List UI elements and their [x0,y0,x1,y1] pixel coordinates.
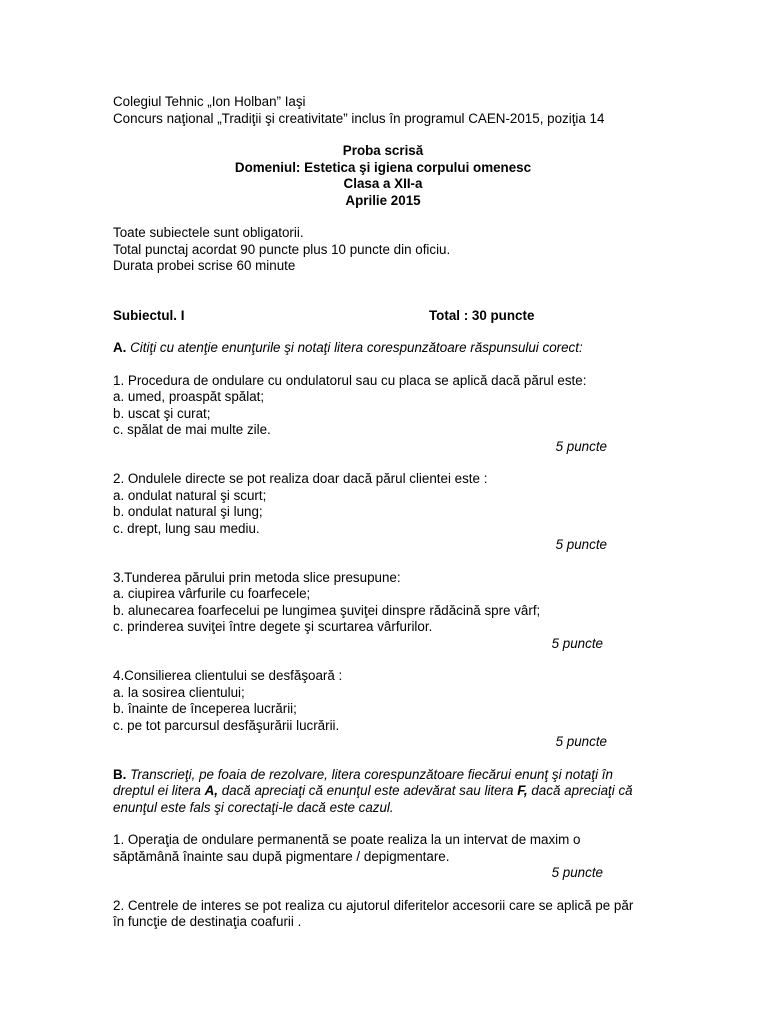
question-option: c. drept, lung sau mediu. [113,520,260,536]
exam-title: Proba scrisă [342,143,424,158]
section-b-text: dacă apreciaţi că [527,783,633,798]
exam-grade: Clasa a XII-a [343,176,423,191]
question-option: a. umed, proaspăt spălat; [113,389,265,404]
statement-text: în funcţie de destinaţia coafurii . [113,914,302,929]
section-a-text: Citiţi cu atenţie enunţurile şi notaţi litera corespunzătoare răspunsului corect: [130,340,583,355]
section-b-instruction-line: enunţul este fals şi corectaţi-le dacă este cazul. [113,799,394,815]
statement-text: 2. Centrele de interes se pot realiza cu ajutorul diferitelor accesorii care se aplică pe păr [113,897,634,913]
question-option: b. uscat şi curat; [113,405,211,421]
true-letter: A, [204,783,218,798]
section-a-letter: A. [113,340,127,355]
instruction-line: Durata probei scrise 60 minute [113,258,296,273]
false-letter: F, [517,783,528,798]
section-b-text: Transcrieţi, pe foaia de rezolvare, litera corespunzătoare fiecărui enunţ şi notaţi în [130,766,613,782]
instruction-line: Toate subiectele sunt obligatorii. [113,225,304,240]
exam-domain: Domeniul: Estetica şi igiena corpului omenesc [234,159,532,175]
subject-total: Total : 30 puncte [429,307,535,323]
question-option: b. ondulat natural şi lung; [113,504,263,519]
question-option: a. ciupirea vârfurile cu foarfecele; [113,586,311,601]
question-points: 5 puncte [555,438,607,454]
question-text: 2. Ondulele directe se pot realiza doar dacă părul clientei este : [113,471,488,486]
question-points: 5 puncte [551,635,603,651]
section-b-instruction-line [113,767,653,784]
question-option: c. spălat de mai multe zile. [113,422,271,437]
exam-page [113,94,653,931]
instruction-line: Total punctaj acordat 90 puncte plus 10 puncte din oficiu. [113,241,451,257]
contest-name: Concurs naţional „Tradiţii şi creativitate” inclus în programul CAEN-2015, poziţia 14 [113,110,605,126]
question-option: c. prinderea suviţei între degete şi scurtarea vârfurilor. [113,619,433,634]
subject-heading [113,308,653,325]
subject-label: Subiectul. I [113,307,185,323]
question-option: b. înainte de începerea lucrării; [113,701,297,716]
statement-points: 5 puncte [551,865,603,880]
question-option: a. ondulat natural şi scurt; [113,487,267,503]
section-b-letter: B. [113,766,127,782]
question-option: b. alunecarea foarfecelui pe lungimea şuviţei dinspre rădăcină spre vârf; [113,602,541,618]
section-b-text: dacă apreciaţi că enunţul este adevărat sau litera [217,783,518,798]
question-text: 4.Consilierea clientului se desfăşoară : [113,668,343,683]
question-option: c. pe tot parcursul desfăşurării lucrării. [113,717,340,733]
section-a-instruction [113,340,653,357]
question-text: 3.Tunderea părului prin metoda slice presupune: [113,569,401,585]
school-name: Colegiul Tehnic „Ion Holban” Iaşi [113,94,306,109]
question-option: a. la sosirea clientului; [113,684,245,700]
question-text: 1. Procedura de ondulare cu ondulatorul sau cu placa se aplică dacă părul este: [113,372,587,388]
section-b-instruction-line [113,783,653,800]
section-b-text: dreptul ei litera [113,783,205,798]
question-points: 5 puncte [555,734,607,749]
statement-text: 1. Operaţia de ondulare permanentă se poate realiza la un intervat de maxim o [113,832,581,847]
exam-date: Aprilie 2015 [345,192,421,208]
statement-text: săptămână înainte sau după pigmentare / depigmentare. [113,848,450,864]
question-points: 5 puncte [555,537,607,552]
